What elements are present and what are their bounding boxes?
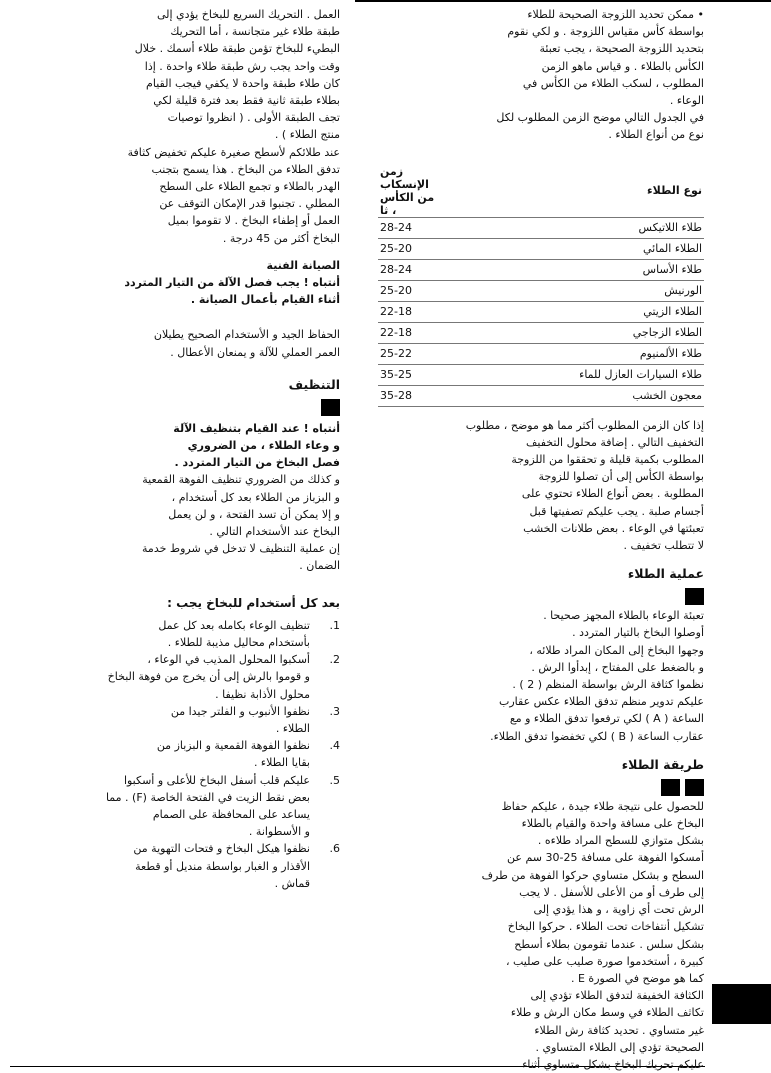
text-line: البخاخ عند الأستخدام التالي . (209, 525, 340, 539)
flow-time-cell: 22-18 (378, 322, 442, 343)
maintenance-text (96, 326, 340, 360)
flow-time-cell: 25-20 (378, 280, 442, 301)
step-text: بأستخدام محاليل مذيبة للطلاء . (167, 635, 310, 649)
flow-time-cell: 22-18 (378, 301, 442, 322)
text-line: عليكم تدوير منظم تدفق الطلاء عكس عقارب (499, 695, 704, 709)
paint-type-cell: طلاء اللاتيكس (442, 217, 704, 238)
step-number: 5. (329, 773, 340, 787)
paint-type-cell: الطلاء الزجاجي (442, 322, 704, 343)
method-title: طريقة الطلاء (621, 756, 704, 772)
step-line (96, 668, 340, 685)
table-header-row (378, 165, 704, 218)
text-line: و بالضغط على المفتاح ، إبدأوا الرش . (531, 660, 704, 674)
top-rule (355, 0, 771, 2)
after-use-title: بعد كل أستخدام للبخاخ يجب : (167, 595, 340, 610)
text-line: نظموا كثافة الرش بواسطة المنظم ( 2 ) . (512, 678, 704, 692)
table-row (378, 322, 704, 343)
process-title: عملية الطلاء (627, 566, 704, 582)
step-number: 4. (329, 739, 340, 753)
step-text: الطلاء . (275, 721, 310, 735)
text-line: أثناء القيام بأعمال الصيانة . (190, 293, 340, 307)
text-line: الحفاظ الجيد و الأستخدام الصحيح يطيلان (153, 328, 340, 342)
col-header-type: نوع الطلاء (647, 184, 702, 198)
figure-marker-icon (661, 779, 680, 796)
text-line: و البزباز من الطلاء بعد كل أستخدام ، (171, 490, 340, 504)
text-line: الضمان . (299, 559, 340, 573)
spraying-continued-text (96, 6, 340, 247)
step-text: يساعد على المحافظة على الصمام (152, 807, 310, 821)
step-text: محلول الأذابة نظيفا . (215, 687, 310, 701)
warning-marker-icon (321, 399, 340, 416)
step-line (96, 703, 340, 720)
text-line: تعبئة الوعاء بالطلاء المجهز صحيحا . (543, 609, 704, 623)
step-text: و الأسطوانة . (248, 825, 310, 839)
text-line: لا تتطلب تخفيف . (623, 539, 704, 553)
text-line: العمل . التحريك السريع للبخاخ يؤدي إلى (156, 8, 340, 21)
table-row (378, 343, 704, 364)
paint-type-cell: الطلاء المائي (442, 238, 704, 259)
step-line (96, 858, 340, 875)
step-text: نظفوا الفوهة القمعية و البزباز من (156, 739, 310, 753)
text-line: عليكم تحريك البخاخ بشكل متساوي أثناء (522, 1057, 704, 1071)
text-line: طبقة طلاء غير متجانسة ، أما التحريك (170, 25, 340, 39)
step-text: و قوموا بالرش إلى أن يخرج من فوهة البخاخ (107, 670, 310, 684)
paint-type-cell: الورنيش (442, 280, 704, 301)
step-line (96, 737, 340, 754)
text-line: وقت واحد يجب رش طبقة طلاء واحدة . إذا (144, 59, 340, 73)
step-text: نظفوا هيكل البخاخ و فتحات التهوية من (133, 842, 310, 856)
step-number: 6. (329, 842, 340, 856)
text-line: الرش تحت أي زاوية ، و هذا يؤدي إلى (533, 903, 704, 917)
step-line (96, 772, 340, 789)
text-line: تشكيل أنتفاخات تحت الطلاء . حركوا البخاخ (507, 920, 704, 934)
flow-time-cell: 28-24 (378, 217, 442, 238)
text-line: الهدر بالطلاء و تجمع الطلاء على السطح (159, 180, 340, 194)
text-line: بواسطة كأس مقياس اللزوجة . و لكي نقوم (507, 25, 704, 39)
text-line: كما هو موضح في الصورة E . (570, 971, 704, 985)
step-number: 1. (329, 618, 340, 632)
text-line: للحصول على نتيجة طلاء جيدة ، عليكم حفاظ (501, 799, 704, 813)
step-line (96, 686, 340, 703)
cleaning-warning (96, 420, 340, 472)
text-line: في الجدول التالي موضح الزمن المطلوب لكل (496, 111, 704, 125)
table-row (378, 364, 704, 385)
text-line: كان طلاء طبقة واحدة لا يكفي فيجب القيام (146, 76, 340, 90)
left-column (96, 6, 340, 892)
step-line (96, 720, 340, 737)
text-line: السطح و بشكل متساوي حركوا الفوهة من طرف (481, 868, 704, 882)
step-text: الأقذار و الغبار بواسطة منديل أو قطعة (135, 859, 310, 873)
text-line: عقارب الساعة ( B ) لكي تخفضوا تدفق الطلاء. (490, 729, 704, 743)
flow-time-cell: 25-22 (378, 343, 442, 364)
text-line: الوعاء . (669, 94, 704, 108)
table-row (378, 385, 704, 406)
text-line: العمر العملي للآلة و يمنعان الأعطال . (170, 345, 340, 359)
text-line: العمل أو إطفاء البخاخ . لا تقوموا بميل (167, 214, 340, 228)
text-line: أنتباه ! يجب فصل الآلة من التيار المتردد (124, 276, 340, 290)
paint-type-cell: الطلاء الزيتي (442, 301, 704, 322)
step-text: عليكم قلب أسفل البخاخ للأعلى و أسكبوا (123, 773, 310, 787)
step-line (96, 754, 340, 771)
paint-type-cell: طلاء الأساس (442, 259, 704, 280)
text-line: المطلوبة . بعض أنواع الطلاء تحتوي على (521, 487, 704, 501)
dilution-text (378, 417, 704, 555)
step-number: 3. (329, 704, 340, 718)
text-line: أنتباه ! عند القيام بتنظيف الآلة (173, 421, 340, 435)
text-line: تجف الطبقة الأولى . ( انظروا توصيات (167, 111, 340, 125)
text-line: أمسكوا الفوهة على مسافة 25-30 سم عن (507, 851, 704, 865)
flow-time-cell: 35-25 (378, 364, 442, 385)
cleaning-title: التنظيف (288, 376, 340, 392)
intro-text (378, 6, 704, 144)
text-line: • ممكن تحديد اللزوجة الصحيحة للطلاء (527, 8, 704, 21)
text-line: عند طلائكم لأسطح صغيرة عليكم تخفيض كثافة (127, 145, 340, 159)
text-line: المطلوب ، لسكب الطلاء من الكأس في (522, 76, 704, 90)
paint-type-cell: طلاء السيارات العازل للماء (442, 364, 704, 385)
text-line: إذا كان الزمن المطلوب أكثر مما هو موضح ، مطلوب (465, 418, 704, 432)
step-line (96, 823, 340, 840)
table-row (378, 238, 704, 259)
text-line: البخاخ على مسافة واحدة والقيام بالطلاء (521, 817, 704, 831)
step-text: بقايا الطلاء . (253, 756, 310, 770)
step-line (96, 617, 340, 634)
col-header-time: زمن الإنسكاب من الكأس ، ثا (380, 164, 435, 217)
text-line: تدفق الطلاء من البخاخ . هذا يسمح بتجنب (151, 162, 340, 176)
text-line: بشكل متوازي للسطح المراد طلاءه . (537, 834, 704, 848)
text-line: كبيرة ، أستخدموا صورة صليب على صليب ، (505, 954, 704, 968)
text-line: أوصلوا البخاخ بالتيار المتردد . (572, 626, 704, 640)
text-line: غير متساوي . تحديد كثافة رش الطلاء (534, 1023, 704, 1037)
text-line: المطلوب بكمية قليلة و تحققوا من اللزوجة (511, 453, 704, 467)
text-line: وجهوا البخاخ إلى المكان المراد طلائه ، (529, 643, 704, 657)
text-line: نوع من أنواع الطلاء . (608, 128, 704, 142)
step-line (96, 634, 340, 651)
text-line: و إلا يمكن أن تسد الفتحة ، و لن يعمل (168, 507, 340, 521)
step-text: أسكبوا المحلول المذيب في الوعاء ، (147, 653, 310, 667)
text-line: بطلاء طبقة ثانية فقط بعد فترة قليلة لكي (153, 94, 340, 108)
text-line: و كذلك من الضروري تنظيف الفوهة القمعية (142, 473, 340, 487)
text-line: البخاخ أكثر من 45 درجة . (222, 231, 340, 245)
text-line: إن عملية التنظيف لا تدخل في شروط خدمة (142, 542, 340, 556)
text-line: البطيء للبخاخ تؤمن طبقة طلاء أسمك . خلال (134, 42, 340, 56)
text-line: بشكل سلس . عندما تقومون بطلاء أسطح (514, 937, 704, 951)
step-text: نظفوا الأنبوب و الفلتر جيدا من (170, 704, 310, 718)
figure-marker-icon (685, 779, 704, 796)
text-line: المطلي . تجنبوا قدر الإمكان التوقف عن (159, 197, 340, 211)
process-text (378, 607, 704, 745)
maintenance-title: الصيانة الفنية (266, 258, 340, 272)
step-line (96, 651, 340, 668)
table-row (378, 217, 704, 238)
after-use-steps (96, 617, 340, 892)
step-text: بعض نقط الزيت في الفتحة الخاصة (F) . مما (105, 790, 310, 804)
step-line (96, 840, 340, 857)
maintenance-warning (96, 274, 340, 308)
table-row (378, 280, 704, 301)
paint-type-cell: طلاء الألمنيوم (442, 343, 704, 364)
text-line: إلى طرف أو من الأعلى للأسفل . لا يجب (519, 885, 704, 899)
page-tab-marker (712, 984, 771, 1024)
paint-type-cell: معجون الخشب (442, 385, 704, 406)
table-row (378, 259, 704, 280)
text-line: التخفيف التالي . إضافة محلول التخفيف (526, 435, 704, 449)
step-text: قماش . (274, 876, 310, 890)
flow-time-cell: 28-24 (378, 259, 442, 280)
text-line: الكأس بالطلاء . و قياس ماهو الزمن (541, 59, 704, 73)
right-column (378, 6, 704, 1073)
text-line: بواسطة الكأس إلى أن تصلوا للزوجة (538, 470, 704, 484)
step-line (96, 789, 340, 806)
flow-time-cell: 35-28 (378, 385, 442, 406)
step-line (96, 806, 340, 823)
text-line: أجسام صلبة . يجب عليكم تصفيتها قبل (529, 504, 704, 518)
table-row (378, 301, 704, 322)
text-line: تعبئتها في الوعاء . بعض طلانات الخشب (523, 521, 704, 535)
text-line: الساعة ( A ) لكي ترفعوا تدفق الطلاء و مع (509, 712, 704, 726)
text-line: منتج الطلاء ) . (274, 128, 340, 142)
text-line: الصحيحة تؤدي إلى الطلاء المتساوي . (535, 1040, 704, 1054)
figure-marker-icon (685, 588, 704, 605)
cleaning-text (96, 471, 340, 574)
flow-time-cell: 25-20 (378, 238, 442, 259)
step-number: 2. (329, 653, 340, 667)
viscosity-table-wrap (378, 165, 704, 407)
method-text (378, 798, 704, 1073)
text-line: و وعاء الطلاء ، من الضروري (187, 439, 340, 453)
text-line: تكاثف الطلاء في وسط مكان الرش و طلاء (510, 1006, 704, 1020)
text-line: فصل البخاخ من التيار المتردد . (174, 456, 340, 470)
step-text: تنظيف الوعاء بكامله بعد كل عمل (158, 618, 310, 632)
text-line: بتحديد اللزوجة الصحيحة ، يجب تعبئة (539, 42, 704, 56)
viscosity-table (378, 165, 704, 407)
step-line (96, 875, 340, 892)
text-line: الكثافة الخفيفة لتدفق الطلاء تؤدي إلى (530, 989, 704, 1003)
